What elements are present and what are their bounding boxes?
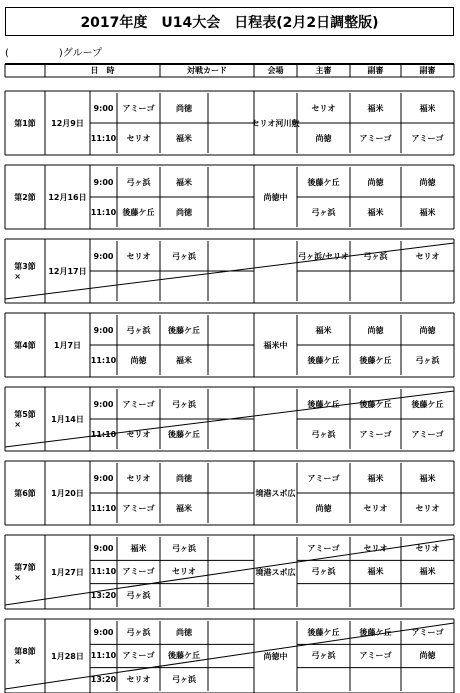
away-team: 弓ヶ浜 <box>172 399 196 409</box>
away-team: 後藤ケ丘 <box>168 325 200 335</box>
referee-asst1: 後藤ケ丘 <box>359 628 392 638</box>
home-team: セリオ <box>126 251 151 261</box>
referee-asst1: 後藤ケ丘 <box>359 399 392 409</box>
home-team: 弓ヶ浜 <box>126 177 151 187</box>
match-time: 9:00 <box>93 177 114 187</box>
header-referee-asst1: 副審 <box>367 66 384 75</box>
referee-asst1: アミーゴ <box>359 651 392 661</box>
home-team: セリオ <box>126 429 151 439</box>
referee-asst1: セリオ <box>363 544 388 554</box>
home-team: 弓ヶ浜 <box>126 590 151 600</box>
referee-main: 後藤ケ丘 <box>307 399 340 409</box>
header-referee-asst2: 副審 <box>419 66 436 75</box>
match-time: 9:00 <box>93 103 114 113</box>
referee-main: 福米 <box>315 325 332 335</box>
referee-asst1: 福米 <box>367 207 384 217</box>
round-label: 第2節 <box>14 192 36 202</box>
round-venue: 尚徳中 <box>263 651 288 661</box>
referee-main: 尚徳 <box>315 133 332 143</box>
round-venue: 尚徳中 <box>263 192 288 202</box>
referee-main: 弓ヶ浜 <box>311 207 336 217</box>
away-team: 弓ヶ浜 <box>172 544 196 554</box>
referee-asst1: 尚徳 <box>367 177 384 187</box>
round-date: 1月20日 <box>51 488 84 498</box>
away-team: 福米 <box>176 355 192 365</box>
referee-main: アミーゴ <box>307 473 340 483</box>
away-team <box>160 271 208 301</box>
referee-main: 弓ヶ浜 <box>311 429 336 439</box>
referee-asst2: 福米 <box>419 567 436 577</box>
round-label: 第8節 × <box>14 647 36 666</box>
referee-asst1: 尚徳 <box>367 325 384 335</box>
referee-main: 後藤ケ丘 <box>307 355 340 365</box>
match-time: 11:10 <box>90 355 117 365</box>
home-team: アミーゴ <box>122 399 155 409</box>
referee-asst2: 尚徳 <box>419 651 436 661</box>
away-team: 福米 <box>176 133 192 143</box>
home-team: アミーゴ <box>122 567 155 577</box>
match-time: 11:10 <box>90 133 117 143</box>
round-venue: 福米中 <box>263 340 288 350</box>
away-team: 後藤ケ丘 <box>168 651 200 661</box>
round-date: 1月27日 <box>51 567 84 577</box>
group-label: ( )グループ <box>5 48 103 59</box>
round-date: 1月14日 <box>51 414 84 424</box>
match-time <box>90 271 117 301</box>
match-time: 11:10 <box>90 503 117 513</box>
match-time: 11:10 <box>90 651 117 661</box>
home-team: セリオ <box>126 133 151 143</box>
referee-asst1 <box>350 271 401 301</box>
away-team: 尚徳 <box>176 103 192 113</box>
away-team: 弓ヶ浜 <box>172 674 196 684</box>
referee-asst2: セリオ <box>415 503 440 513</box>
referee-asst2: アミーゴ <box>411 133 444 143</box>
referee-main: 後藤ケ丘 <box>307 628 340 638</box>
away-team: 弓ヶ浜 <box>172 251 196 261</box>
away-team: 尚徳 <box>176 628 192 638</box>
referee-asst2 <box>401 668 454 691</box>
round-venue: セリオ河川敷 <box>251 118 300 128</box>
referee-asst1: 福米 <box>367 473 384 483</box>
home-team: アミーゴ <box>122 651 155 661</box>
referee-asst1: 福米 <box>367 103 384 113</box>
referee-asst2: アミーゴ <box>411 429 444 439</box>
round-date: 12月17日 <box>48 266 87 276</box>
referee-asst1: 福米 <box>367 567 384 577</box>
match-time: 9:00 <box>93 399 114 409</box>
referee-asst2: 後藤ケ丘 <box>411 399 444 409</box>
referee-asst1: 後藤ケ丘 <box>359 355 392 365</box>
match-time: 11:10 <box>90 429 117 439</box>
match-time: 11:10 <box>90 207 117 217</box>
referee-main <box>297 668 350 691</box>
match-time: 9:00 <box>93 473 114 483</box>
match-time: 9:00 <box>93 325 114 335</box>
round-venue: 境港スポ広 <box>255 567 296 577</box>
round-label: 第6節 <box>14 488 36 498</box>
referee-asst2: 尚徳 <box>419 325 436 335</box>
referee-asst1: アミーゴ <box>359 133 392 143</box>
round-label: 第5節 × <box>14 410 36 429</box>
referee-asst1 <box>350 584 401 607</box>
home-team: 後藤ケ丘 <box>122 207 155 217</box>
round-label: 第1節 <box>14 118 36 128</box>
referee-asst1: 弓ヶ浜 <box>363 251 388 261</box>
referee-asst2: アミーゴ <box>411 628 444 638</box>
referee-asst2: 福米 <box>419 103 436 113</box>
referee-asst2: セリオ <box>415 251 440 261</box>
round-venue <box>254 387 297 451</box>
round-label: 第3節 × <box>14 262 36 281</box>
home-team: 弓ヶ浜 <box>126 628 151 638</box>
away-team: 尚徳 <box>176 473 192 483</box>
referee-asst1 <box>350 668 401 691</box>
home-team: 福米 <box>130 544 147 554</box>
away-team: 福米 <box>176 177 192 187</box>
round-date: 1月7日 <box>53 340 82 350</box>
home-team: アミーゴ <box>122 503 155 513</box>
referee-asst2 <box>401 584 454 607</box>
schedule-table <box>5 64 454 684</box>
home-team: セリオ <box>126 674 151 684</box>
round-date: 1月28日 <box>51 651 84 661</box>
referee-main: 尚徳 <box>315 503 332 513</box>
referee-asst2: セリオ <box>415 544 440 554</box>
referee-main <box>297 271 350 301</box>
away-team <box>160 584 208 607</box>
schedule-title: 2017年度 U14大会 日程表(2月2日調整版) <box>5 7 454 36</box>
header-venue: 会場 <box>267 66 284 75</box>
home-team: セリオ <box>126 473 151 483</box>
round-venue: 境港スポ広 <box>255 488 296 498</box>
match-time: 9:00 <box>93 628 114 638</box>
home-team <box>117 271 160 301</box>
match-time: 9:00 <box>93 544 114 554</box>
header-matches: 対戦カード <box>187 66 227 75</box>
round-date: 12月16日 <box>48 192 87 202</box>
round-venue <box>254 239 297 303</box>
match-time: 9:00 <box>93 251 114 261</box>
away-team: 尚徳 <box>176 207 192 217</box>
referee-asst2: 福米 <box>419 207 436 217</box>
home-team: 尚徳 <box>130 355 147 365</box>
referee-asst1: セリオ <box>363 503 388 513</box>
match-time: 13:20 <box>90 590 117 600</box>
referee-asst2: 弓ヶ浜 <box>415 355 440 365</box>
referee-asst2 <box>401 271 454 301</box>
match-time: 13:20 <box>90 674 117 684</box>
round-label: 第7節 × <box>14 563 36 582</box>
header-referee-main: 主審 <box>315 66 332 75</box>
round-date: 12月9日 <box>51 118 84 128</box>
referee-main: 後藤ケ丘 <box>307 177 340 187</box>
referee-asst1: アミーゴ <box>359 429 392 439</box>
round-label: 第4節 <box>14 340 36 350</box>
away-team: 後藤ケ丘 <box>168 429 200 439</box>
referee-main: 弓ヶ浜/セリオ <box>298 251 349 261</box>
referee-main <box>297 584 350 607</box>
referee-asst2: 尚徳 <box>419 177 436 187</box>
referee-main: 弓ヶ浜 <box>311 567 336 577</box>
away-team: 福米 <box>176 503 192 513</box>
referee-asst2: 福米 <box>419 473 436 483</box>
header-date: 日 時 <box>90 66 115 75</box>
match-time: 11:10 <box>90 567 117 577</box>
home-team: 弓ヶ浜 <box>126 325 151 335</box>
referee-main: セリオ <box>311 103 336 113</box>
home-team: アミーゴ <box>122 103 155 113</box>
away-team: セリオ <box>172 567 196 577</box>
referee-main: 弓ヶ浜 <box>311 651 336 661</box>
referee-main: アミーゴ <box>307 544 340 554</box>
